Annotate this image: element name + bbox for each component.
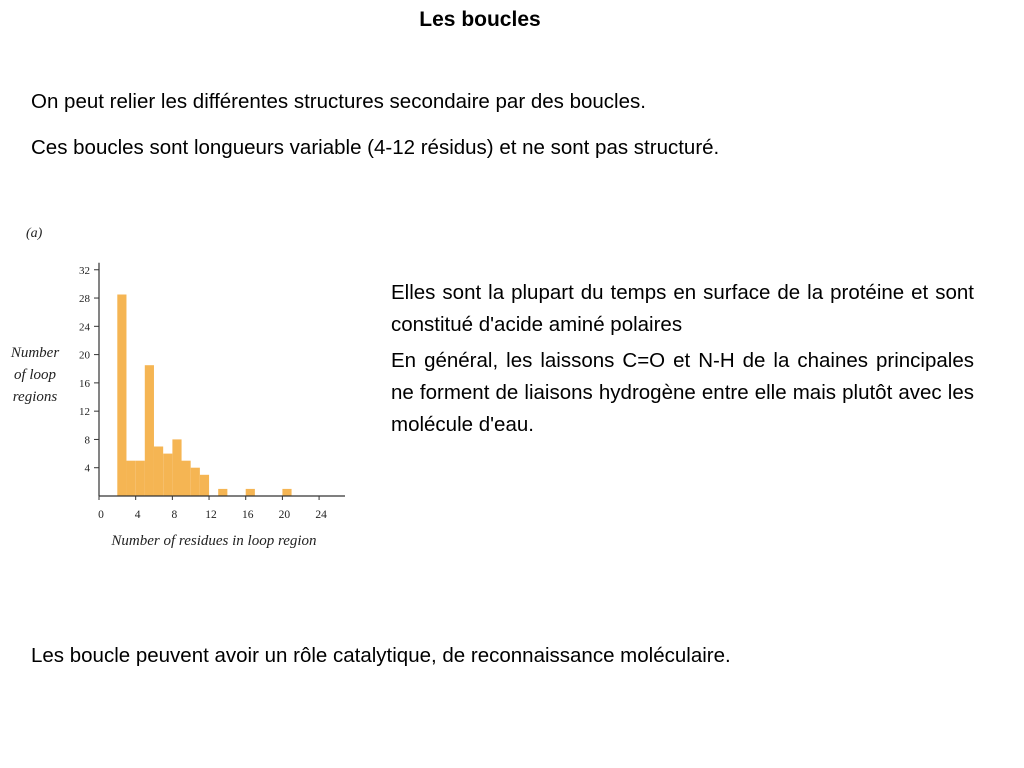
histogram-bar bbox=[163, 454, 172, 496]
y-tick-label: 8 bbox=[84, 434, 90, 447]
histogram-svg bbox=[0, 205, 345, 555]
y-tick-label: 28 bbox=[79, 293, 90, 306]
histogram-bar bbox=[117, 295, 126, 497]
x-tick-label: 20 bbox=[278, 509, 291, 521]
y-axis-label: of loop bbox=[13, 367, 57, 383]
x-tick-label: 4 bbox=[134, 509, 141, 521]
y-tick-label: 4 bbox=[84, 462, 90, 475]
y-axis-label: regions bbox=[12, 389, 58, 405]
x-tick-label: 12 bbox=[205, 509, 217, 521]
y-tick-label: 16 bbox=[79, 377, 90, 390]
y-axis-label: Number bbox=[10, 345, 60, 361]
histogram-bar bbox=[127, 461, 136, 496]
histogram-bar bbox=[145, 365, 154, 496]
paragraph-length: Ces boucles sont longueurs variable (4-12 résidus) et ne sont pas structuré. bbox=[31, 136, 720, 159]
paragraph-hydrogen-bonds: En général, les laissons C=O et N-H de la chaines principales ne forment de liaisons hydrogène entre elle mais plutôt avec les molécule d'eau. bbox=[391, 349, 974, 436]
paragraph-surface: Elles sont la plupart du temps en surface de la protéine et sont constitué d'acide aminé polaires bbox=[391, 281, 974, 336]
y-tick-label: 32 bbox=[79, 264, 90, 277]
x-tick-label: 16 bbox=[241, 509, 254, 521]
x-axis-label: Number of residues in loop region bbox=[111, 533, 317, 549]
x-tick-label: 24 bbox=[315, 509, 327, 521]
histogram-bar bbox=[154, 447, 163, 497]
x-tick-label: 0 bbox=[98, 509, 104, 521]
histogram-bar bbox=[191, 468, 200, 496]
y-tick-label: 24 bbox=[79, 321, 90, 334]
loop-length-histogram bbox=[0, 205, 345, 555]
paragraph-structures: On peut relier les différentes structures secondaire par des boucles. bbox=[31, 90, 646, 113]
histogram-bar bbox=[246, 489, 255, 496]
x-tick-label: 8 bbox=[171, 509, 178, 521]
y-tick-label: 12 bbox=[79, 406, 90, 419]
right-text-column bbox=[391, 277, 974, 445]
histogram-bar bbox=[182, 461, 191, 496]
y-tick-label: 20 bbox=[79, 349, 90, 362]
histogram-bar bbox=[172, 439, 181, 496]
histogram-bar bbox=[282, 489, 291, 496]
paragraph-roles: Les boucle peuvent avoir un rôle catalytique, de reconnaissance moléculaire. bbox=[31, 644, 731, 667]
histogram-bar bbox=[136, 461, 145, 496]
histogram-bar bbox=[200, 475, 209, 496]
histogram-bar bbox=[218, 489, 227, 496]
slide-title: Les boucles bbox=[419, 8, 541, 31]
panel-label: (a) bbox=[26, 226, 43, 241]
